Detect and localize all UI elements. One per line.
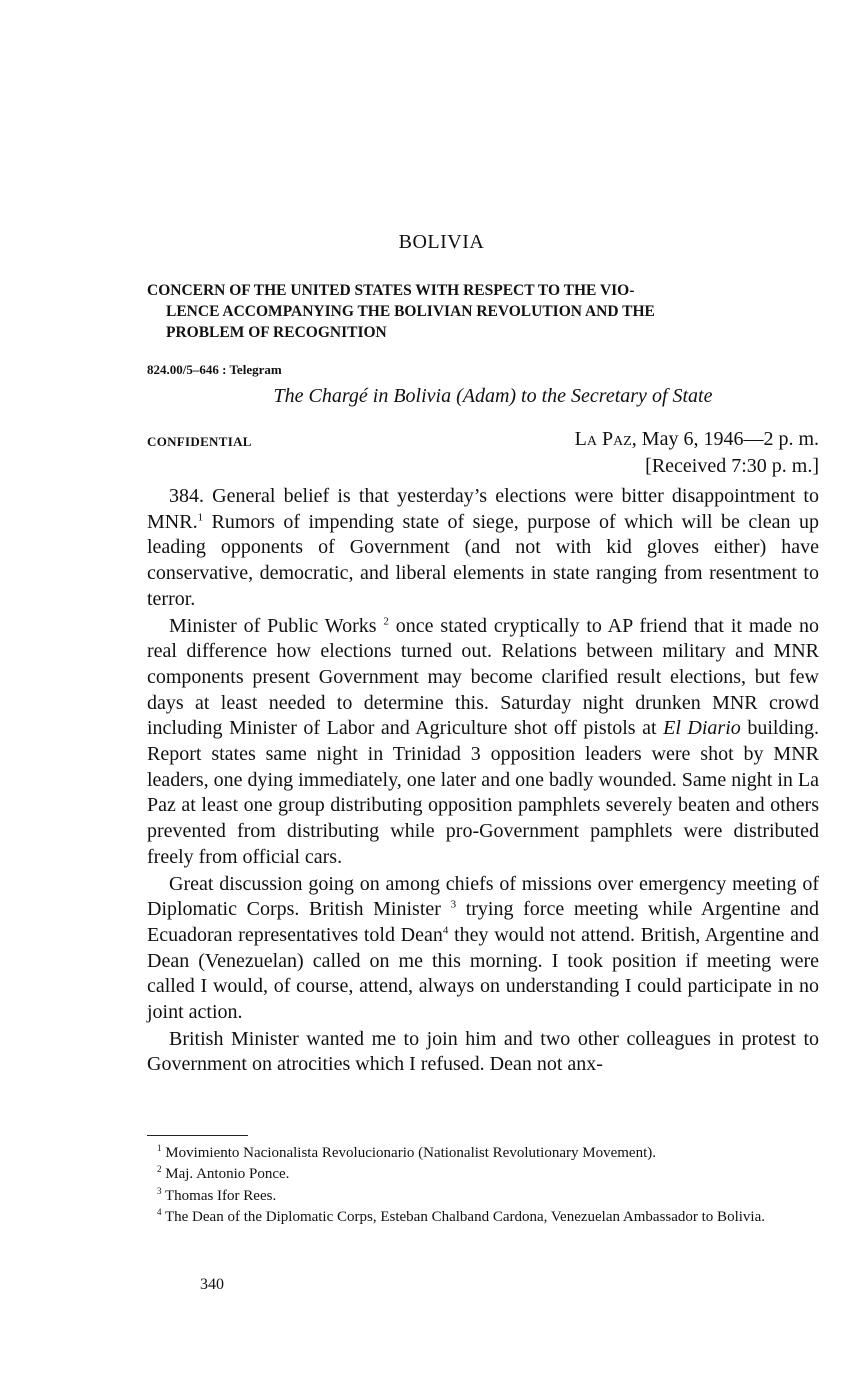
footnote-mark: 1	[157, 1143, 162, 1153]
footnote-3	[147, 1186, 819, 1207]
footnote-1	[147, 1143, 819, 1164]
footnote-ref-2: 2	[383, 614, 389, 627]
telegram-body	[147, 484, 819, 1078]
paragraph-2	[147, 614, 819, 871]
place-date	[147, 426, 819, 453]
page-number: 340	[200, 1276, 224, 1293]
topic-heading	[147, 280, 819, 343]
p3-text-c: they would not attend. British, Argentine and Dean (Venezuelan) called on me this morning. I took position if meeting were called I would, of course, attend, always on understanding I could participate in no joint action.	[147, 923, 819, 1024]
p2-text-a: Minister of Public Works	[169, 614, 384, 637]
p2-text-b: once stated cryptically to AP friend that it made no real difference how elections turned out. Relations between military and MNR components present Government may become clarified result elections, but few days at least needed to determine this. Saturday night drunken MNR crowd including Minister of Labor and Agriculture shot off pistols at	[147, 614, 820, 740]
paragraph-4: British Minister wanted me to join him and two other colleagues in protest to Government on atrocities which I refused. Dean not anx-	[147, 1027, 819, 1076]
footnotes	[147, 1143, 819, 1228]
country-heading: BOLIVIA	[398, 231, 485, 253]
topic-line-2: LENCE ACCOMPANYING THE BOLIVIAN REVOLUTION AND THE	[166, 303, 655, 320]
dateline	[147, 426, 819, 480]
footnote-text: Maj. Antonio Ponce.	[165, 1166, 290, 1183]
topic-line-3: PROBLEM OF RECOGNITION	[166, 324, 387, 341]
footnote-text: Movimiento Nacionalista Revolucionario (Nationalist Revolutionary Movement).	[165, 1145, 656, 1161]
date: , May 6, 1946—2 p. m.	[631, 428, 819, 450]
p1-text-b: Rumors of impending state of siege, purpose of which will be clean up leading opponents of Government (and not with kid gloves either) have conservative, democratic, and liberal elements in state ranging from resentment to terror.	[147, 510, 819, 610]
file-reference: 824.00/5–646 : Telegram	[147, 362, 282, 377]
footnote-4	[147, 1207, 819, 1228]
p1-text-a: 384. General belief is that yesterday’s elections were bitter disappointment to MNR.	[147, 485, 819, 533]
p3-text-b: trying force meeting while Argentine and Ecuadoran representatives told Dean	[147, 898, 819, 946]
footnote-text: The Dean of the Diplomatic Corps, Esteban Chalband Cardona, Venezuelan Ambassador to Bolivia.	[164, 1208, 765, 1225]
footnote-rule	[147, 1135, 248, 1136]
document-title: The Chargé in Bolivia (Adam) to the Secretary of State	[273, 385, 713, 407]
paragraph-1	[147, 484, 819, 613]
footnote-ref-3: 3	[450, 898, 457, 911]
footnote-mark: 2	[157, 1164, 162, 1175]
footnote-ref-4: 4	[442, 924, 449, 937]
classification-label: CONFIDENTIAL	[147, 434, 252, 449]
place: La Paz	[574, 428, 632, 450]
footnote-mark: 3	[157, 1185, 162, 1196]
topic-line-1: CONCERN OF THE UNITED STATES WITH RESPECT TO THE VIO-	[147, 282, 635, 299]
footnote-mark: 4	[157, 1206, 162, 1217]
paragraph-3	[147, 872, 819, 1026]
footnote-text: Thomas Ifor Rees.	[164, 1187, 277, 1204]
newspaper-name: El Diario	[663, 717, 741, 740]
p2-text-c: building. Report states same night in Trinidad 3 opposition leaders were shot by MNR leaders, one dying immediately, one later and one badly wounded. Same night in La Paz at least one group distributing opposition pamphlets severely beaten and others prevented from distributing while pro-Government pamphlets were distributed freely from official cars.	[147, 717, 819, 868]
footnote-2	[147, 1164, 819, 1185]
received-note: [Received 7:30 p. m.]	[645, 455, 819, 477]
p3-text-a: Great discussion going on among chiefs of missions over emergency meeting of Diplomatic Corps. British Minister	[147, 872, 819, 921]
footnote-ref-1: 1	[197, 511, 204, 524]
